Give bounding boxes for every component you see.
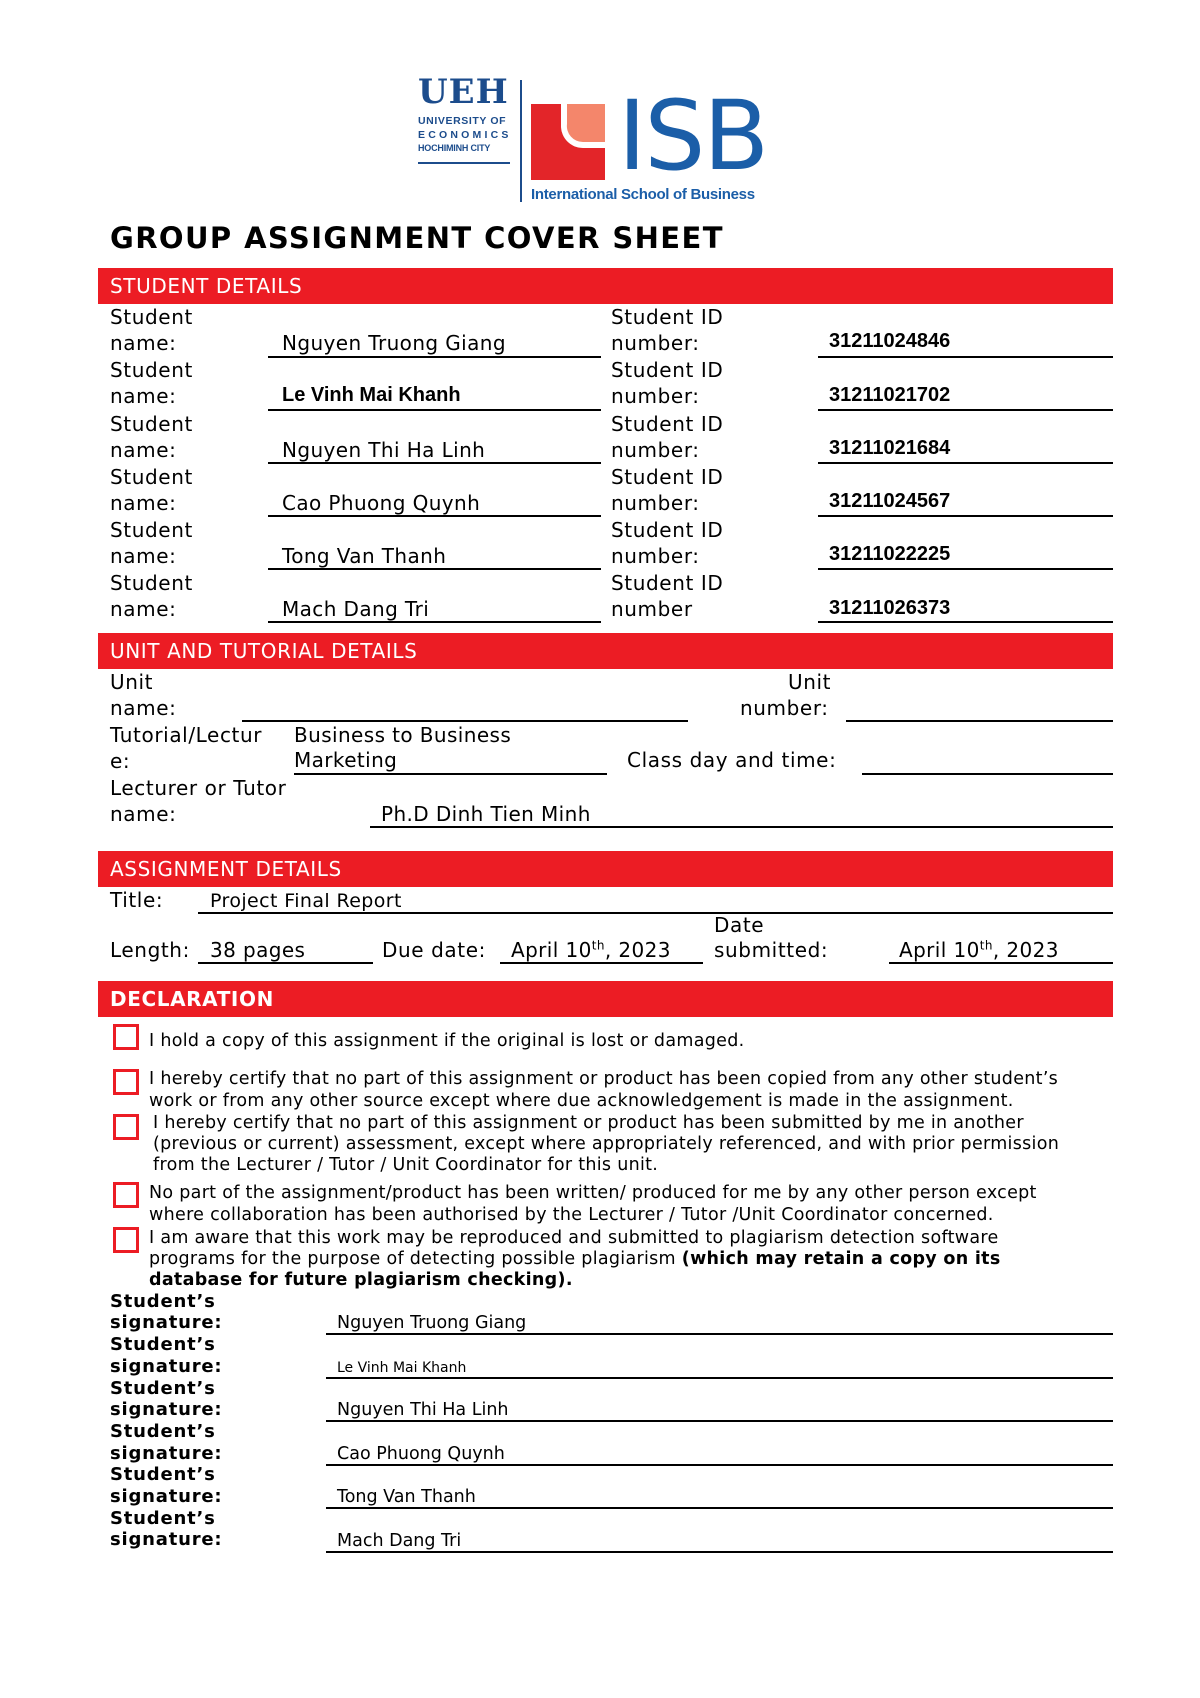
length-value: 38 pages xyxy=(210,938,306,962)
declaration-text: I hereby certify that no part of this assignment or product has been submitted by me in another (previous or current) assessment, except where appropriately referenced, and with prior permission from the Lecturer / Tutor / Unit Coordinator for this unit. xyxy=(153,1113,1060,1175)
isb-mark-icon xyxy=(531,104,609,182)
lecturer-label: Lecturer or Tutor xyxy=(110,776,287,800)
student-id-label: number: xyxy=(611,331,700,355)
signature-line xyxy=(326,1420,1113,1422)
isb-logo-mark xyxy=(531,104,609,182)
tutorial-value: Marketing xyxy=(294,748,398,772)
ueh-underline xyxy=(418,162,510,164)
student-id-value: 31211024567 xyxy=(829,490,951,512)
student-id-value: 31211024846 xyxy=(829,330,951,352)
declaration-checkbox[interactable] xyxy=(113,1227,139,1253)
title-value: Project Final Report xyxy=(210,890,402,912)
student-id-label: number: xyxy=(611,491,700,515)
student-name-value: Le Vinh Mai Khanh xyxy=(282,384,461,406)
unit-name-label: Unit xyxy=(110,670,154,694)
student-name-line xyxy=(268,462,601,464)
unit-details-header xyxy=(98,633,1113,669)
signature-value: Nguyen Thi Ha Linh xyxy=(337,1400,509,1420)
ueh-logo-text: UEH xyxy=(418,72,509,112)
student-name-label: name: xyxy=(110,438,177,462)
length-line xyxy=(198,962,373,964)
declaration-text: I hereby certify that no part of this assignment or product has been copied from any other student’s work or from any other source except where due acknowledgement is made in the assignment. xyxy=(149,1069,1059,1111)
student-id-label: Student ID xyxy=(611,358,724,382)
student-id-label: number: xyxy=(611,384,700,408)
declaration-header xyxy=(98,981,1113,1017)
signature-line xyxy=(326,1507,1113,1509)
declaration-text: I am aware that this work may be reproduced and submitted to plagiarism detection software programs for the purpose of detecting possible plagiarism (which may retain a copy on its database for future plagiarism checking). xyxy=(149,1228,1001,1290)
student-id-line xyxy=(818,409,1113,411)
declaration-title: DECLARATION xyxy=(110,987,274,1011)
student-name-line xyxy=(268,621,601,623)
ueh-economics-line: ECONOMICS xyxy=(418,129,512,141)
student-name-label: name: xyxy=(110,597,177,621)
signature-value: Tong Van Thanh xyxy=(337,1487,476,1507)
student-name-label: name: xyxy=(110,384,177,408)
unit-number-line xyxy=(846,720,1113,722)
student-id-line xyxy=(818,621,1113,623)
student-id-label: Student ID xyxy=(611,412,724,436)
student-name-label: name: xyxy=(110,491,177,515)
declaration-checkbox[interactable] xyxy=(113,1182,139,1208)
student-name-line xyxy=(268,356,601,358)
signature-line xyxy=(326,1464,1113,1466)
signature-value: Cao Phuong Quynh xyxy=(337,1444,505,1464)
student-details-title: STUDENT DETAILS xyxy=(110,274,303,298)
declaration-checkbox[interactable] xyxy=(113,1069,139,1095)
date-submitted-label: submitted: xyxy=(714,938,829,962)
student-name-value: Nguyen Thi Ha Linh xyxy=(282,438,486,462)
student-id-line xyxy=(818,515,1113,517)
student-id-label: Student ID xyxy=(611,305,724,329)
due-date-value: April 10th, 2023 xyxy=(511,938,671,962)
student-name-label: name: xyxy=(110,331,177,355)
signature-value: Mach Dang Tri xyxy=(337,1531,462,1551)
student-details-header xyxy=(98,268,1113,304)
student-name-line xyxy=(268,515,601,517)
assignment-details-header xyxy=(98,851,1113,887)
ueh-city-line: HOCHIMINH CITY xyxy=(418,143,491,153)
signature-label: signature: xyxy=(110,1443,223,1464)
isb-full-name: International School of Business xyxy=(531,186,755,203)
signature-label: signature: xyxy=(110,1312,223,1333)
student-name-label: Student xyxy=(110,571,193,595)
assignment-details-title: ASSIGNMENT DETAILS xyxy=(110,857,342,881)
signature-value: Nguyen Truong Giang xyxy=(337,1313,527,1333)
signature-label: signature: xyxy=(110,1486,223,1507)
student-id-value: 31211021684 xyxy=(829,437,951,459)
student-id-label: number: xyxy=(611,438,700,462)
length-label: Length: xyxy=(110,938,190,962)
student-name-value: Nguyen Truong Giang xyxy=(282,331,506,355)
isb-logo-text: ISB xyxy=(618,80,768,192)
signature-label: Student’s xyxy=(110,1421,216,1442)
due-date-line xyxy=(500,962,703,964)
page-title: GROUP ASSIGNMENT COVER SHEET xyxy=(110,221,724,255)
tutorial-line xyxy=(294,773,607,775)
unit-details-title: UNIT AND TUTORIAL DETAILS xyxy=(110,639,418,663)
student-name-value: Cao Phuong Quynh xyxy=(282,491,481,515)
tutorial-label: Tutorial/Lectur xyxy=(110,723,263,747)
student-id-line xyxy=(818,568,1113,570)
student-name-line xyxy=(268,568,601,570)
student-id-line xyxy=(818,462,1113,464)
unit-number-label: Unit xyxy=(788,670,832,694)
student-name-line xyxy=(268,409,601,411)
signature-label: Student’s xyxy=(110,1508,216,1529)
student-name-label: Student xyxy=(110,412,193,436)
declaration-text: I hold a copy of this assignment if the original is lost or damaged. xyxy=(149,1031,745,1051)
signature-value: Le Vinh Mai Khanh xyxy=(337,1360,467,1376)
student-name-label: name: xyxy=(110,544,177,568)
student-id-label: number xyxy=(611,597,693,621)
unit-number-label: number: xyxy=(740,696,829,720)
student-id-value: 31211021702 xyxy=(829,384,951,406)
signature-line xyxy=(326,1551,1113,1553)
title-label: Title: xyxy=(110,888,164,912)
student-name-label: Student xyxy=(110,518,193,542)
student-id-label: Student ID xyxy=(611,465,724,489)
tutorial-value: Business to Business xyxy=(294,723,512,747)
ueh-university-line: UNIVERSITY OF xyxy=(418,115,507,127)
lecturer-label: name: xyxy=(110,802,177,826)
lecturer-line xyxy=(370,826,1113,828)
due-date-label: Due date: xyxy=(382,938,486,962)
declaration-checkbox[interactable] xyxy=(113,1024,139,1050)
signature-label: Student’s xyxy=(110,1464,216,1485)
date-submitted-label: Date xyxy=(714,913,765,937)
class-day-line xyxy=(862,773,1113,775)
student-name-label: Student xyxy=(110,358,193,382)
class-day-label: Class day and time: xyxy=(627,748,837,772)
student-name-value: Mach Dang Tri xyxy=(282,597,430,621)
unit-name-label: name: xyxy=(110,696,177,720)
signature-label: Student’s xyxy=(110,1334,216,1355)
student-id-label: Student ID xyxy=(611,571,724,595)
signature-label: signature: xyxy=(110,1399,223,1420)
student-id-label: Student ID xyxy=(611,518,724,542)
title-line xyxy=(198,912,1113,914)
declaration-checkbox[interactable] xyxy=(113,1114,139,1140)
signature-label: signature: xyxy=(110,1529,223,1550)
lecturer-value: Ph.D Dinh Tien Minh xyxy=(381,802,591,826)
student-name-value: Tong Van Thanh xyxy=(282,544,447,568)
student-name-label: Student xyxy=(110,465,193,489)
declaration-text: No part of the assignment/product has been written/ produced for me by any other person except where collaboration has been authorised by the Lecturer / Tutor /Unit Coordinator concerned. xyxy=(149,1183,1037,1225)
ueh-logo xyxy=(418,72,518,168)
logo-divider xyxy=(520,80,522,202)
signature-label: Student’s xyxy=(110,1378,216,1399)
signature-line xyxy=(326,1333,1113,1335)
student-id-value: 31211022225 xyxy=(829,543,951,565)
student-id-label: number: xyxy=(611,544,700,568)
signature-label: Student’s xyxy=(110,1291,216,1312)
student-name-label: Student xyxy=(110,305,193,329)
student-id-value: 31211026373 xyxy=(829,597,951,619)
date-submitted-line xyxy=(889,962,1113,964)
signature-label: signature: xyxy=(110,1356,223,1377)
tutorial-label: e: xyxy=(110,749,131,773)
date-submitted-value: April 10th, 2023 xyxy=(899,938,1059,962)
signature-line xyxy=(326,1377,1113,1379)
student-id-line xyxy=(818,356,1113,358)
